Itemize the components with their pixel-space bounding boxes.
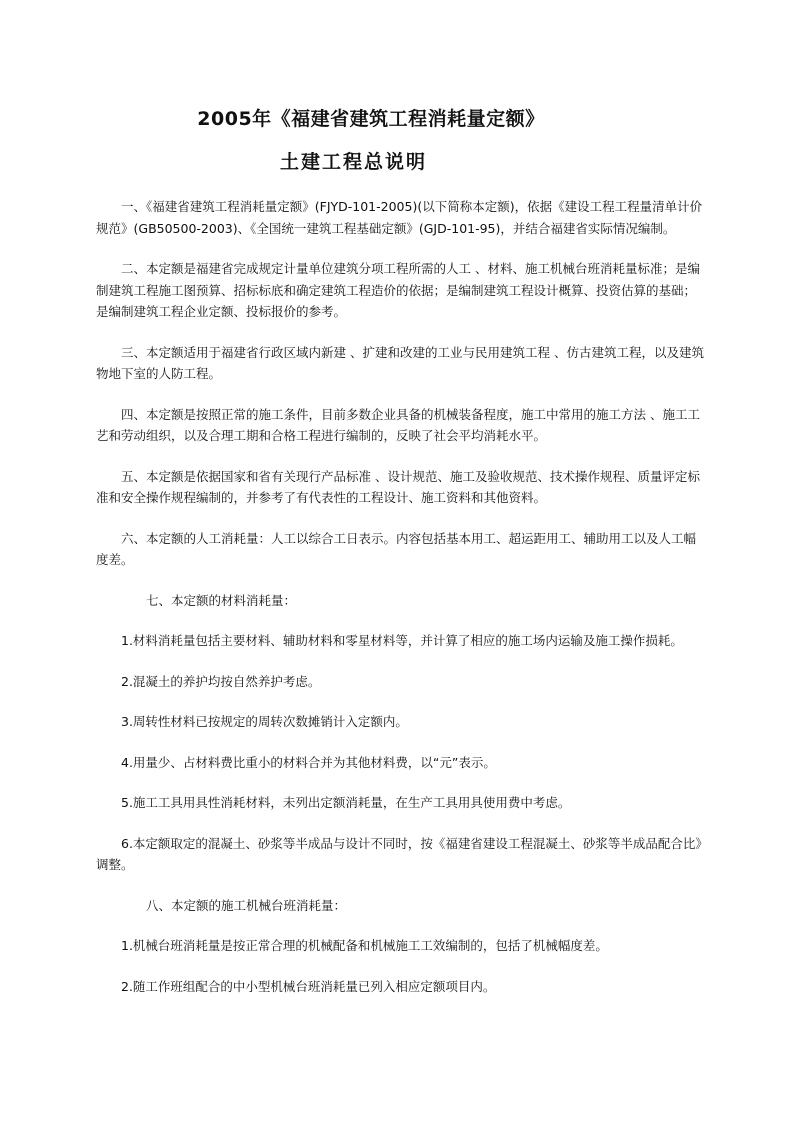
paragraph-6: 六、本定额的人工消耗量：人工以综合工日表示。内容包括基本用工、超运距用工、辅助用工以及人工幅度差。 <box>96 530 697 567</box>
document-subtitle: 土建工程总说明 <box>280 151 428 173</box>
list-item: 1.机械台班消耗量是按正常合理的机械配备和机械施工工效编制的，包括了机械幅度差。 <box>121 938 608 953</box>
paragraph-5: 五、本定额是依据国家和省有关现行产品标准 、设计规范、施工及验收规范、技术操作规程、质量评定标准和安全操作规程编制的，并参考了有代表性的工程设计、施工资料和其他资料。 <box>96 468 700 505</box>
list-item: 6.本定额取定的混凝土、砂浆等半成品与设计不同时，按《福建省建设工程混凝土、砂浆等半成品配合比》调整。 <box>96 835 702 872</box>
section-heading-machinery: 八、本定额的施工机械台班消耗量： <box>146 897 347 913</box>
paragraph-3: 三、本定额适用于福建省行政区域内新建 、扩建和改建的工业与民用建筑工程 、仿古建筑工程，以及建筑物地下室的人防工程。 <box>96 344 704 381</box>
paragraph-4: 四、本定额是按照正常的施工条件，目前多数企业具备的机械装备程度，施工中常用的施工方法 、施工工艺和劳动组织，以及合理工期和合格工程进行编制的，反映了社会平均消耗水平。 <box>96 406 700 443</box>
list-item: 4.用量少、占材料费比重小的材料合并为其他材料费，以“元”表示。 <box>121 754 496 770</box>
list-item: 2.混凝土的养护均按自然养护考虑。 <box>121 673 321 689</box>
list-item: 5.施工工具用具性消耗材料，未列出定额消耗量，在生产工具用具使用费中考虑。 <box>121 795 571 810</box>
list-item: 1.材料消耗量包括主要材料、辅助材料和零星材料等，并计算了相应的施工场内运输及施工操作损耗。 <box>121 633 683 648</box>
list-item: 2.随工作班组配合的中小型机械台班消耗量已列入相应定额项目内。 <box>121 978 496 994</box>
section-heading-materials: 七、本定额的材料消耗量： <box>146 592 297 608</box>
paragraph-1: 一、《福建省建筑工程消耗量定额》(FJYD-101-2005)(以下简称本定额)，依据《建设工程工程量清单计价规范》(GB50500-2003)、《全国统一建筑工程基础定额》(GJD-101-95)，并结合福建省实际情况编制。 <box>96 199 703 236</box>
list-item: 3.周转性材料已按规定的周转次数摊销计入定额内。 <box>121 714 408 729</box>
document-title: 2005年《福建省建筑工程消耗量定额》 <box>197 108 545 130</box>
paragraph-2: 二、本定额是福建省完成规定计量单位建筑分项工程所需的人工 、材料、施工机械台班消耗量标准；是编制建筑工程施工图预算、招标标底和确定建筑工程造价的依据；是编制建筑工程设计概算、投资估算的基础；是编制建筑工程企业定额、投标报价的参考。 <box>96 261 700 319</box>
document-body <box>96 196 704 1016</box>
